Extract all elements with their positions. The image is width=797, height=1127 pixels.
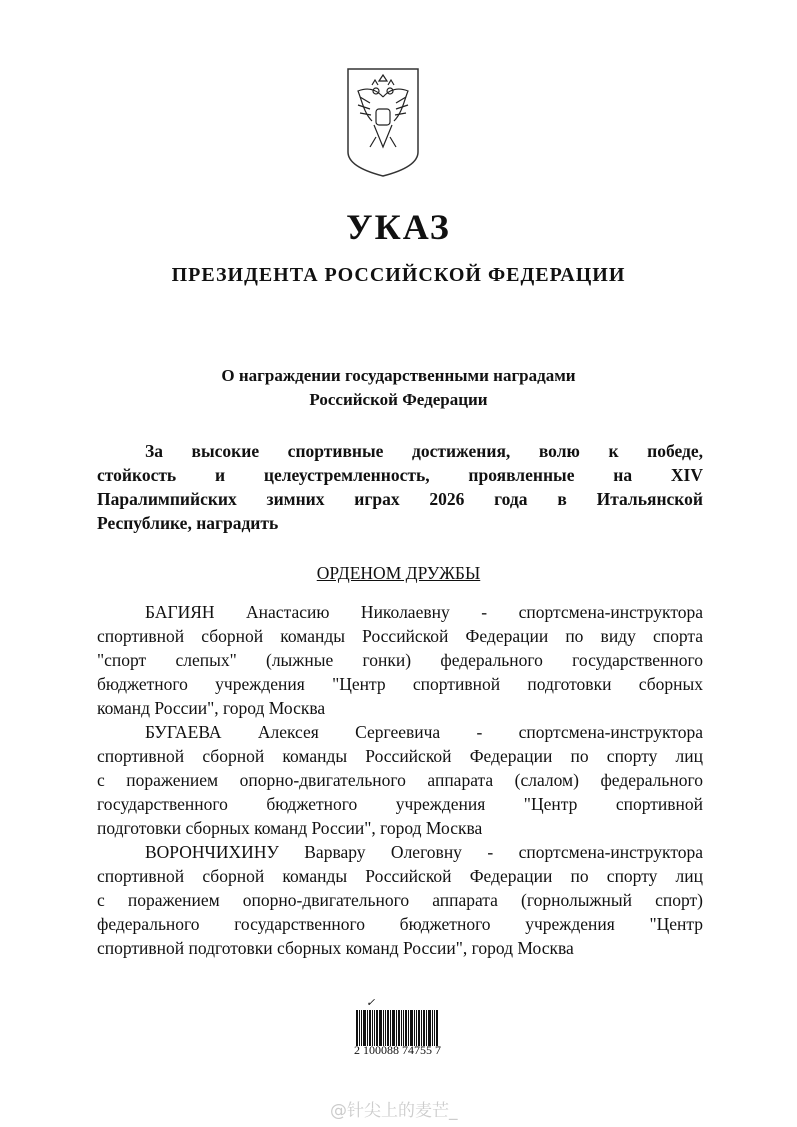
barcode-bar	[392, 1010, 395, 1046]
barcode-bar	[387, 1010, 389, 1046]
awardee-line: федерального государственного бюджетного учреждения "Центр	[97, 914, 703, 934]
barcode	[356, 1010, 462, 1046]
barcode-bar	[376, 1010, 378, 1046]
awardee-entry	[97, 600, 703, 720]
awardee-line: БУГАЕВА Алексея Сергеевича - спортсмена-инструктора	[145, 722, 703, 742]
barcode-bar	[434, 1010, 435, 1046]
awardee-line: спортивной сборной команды Российской Федерации по виду спорта	[97, 626, 703, 646]
barcode-bar	[410, 1010, 413, 1046]
document-subtitle: ПРЕЗИДЕНТА РОССИЙСКОЙ ФЕДЕРАЦИИ	[171, 264, 626, 286]
barcode-bar	[369, 1010, 371, 1046]
initials-mark: ✓	[366, 997, 376, 1009]
awardee-line: с поражением опорно-двигательного аппарата (слалом) федерального	[97, 770, 703, 790]
preamble-line: Паралимпийских зимних играх 2026 года в Итальянской	[97, 489, 703, 509]
barcode-bar	[416, 1010, 417, 1046]
document-title: УКАЗ	[346, 207, 451, 247]
barcode-bar	[363, 1010, 366, 1046]
barcode-bar	[383, 1010, 384, 1046]
awardee-line: спортивной подготовки сборных команд России", город Москва	[97, 938, 574, 958]
preamble	[97, 439, 703, 535]
awardee-list	[97, 600, 703, 960]
awardee-entry	[97, 720, 703, 840]
awardee-line: государственного бюджетного учреждения "Центр спортивной	[97, 794, 703, 814]
barcode-bar	[418, 1010, 420, 1046]
order-title: ОРДЕНОМ ДРУЖБЫ	[316, 563, 481, 583]
awardee-line: "спорт слепых" (лыжные гонки) федерального государственного	[97, 650, 703, 670]
barcode-bar	[426, 1010, 427, 1046]
barcode-bar	[396, 1010, 397, 1046]
awardee-line: ВОРОНЧИХИНУ Варвару Олеговну - спортсмена-инструктора	[145, 842, 703, 862]
barcode-bar	[432, 1010, 433, 1046]
watermark: @针尖上的麦芒_	[330, 1101, 458, 1121]
barcode-bar	[367, 1010, 368, 1046]
barcode-bar	[359, 1010, 360, 1046]
preamble-line: стойкость и целеустремленность, проявленные на XIV	[97, 465, 703, 485]
barcode-bar	[390, 1010, 391, 1046]
barcode-bar	[421, 1010, 422, 1046]
awardee-line: спортивной сборной команды Российской Федерации по спорту лиц	[97, 866, 703, 886]
awardee-line: команд России", город Москва	[97, 698, 326, 718]
barcode-bar	[408, 1010, 409, 1046]
barcode-bar	[372, 1010, 373, 1046]
document-subject	[0, 364, 797, 412]
subject-line: О награждении государственными наградами	[221, 366, 576, 385]
barcode-bar	[405, 1010, 407, 1046]
awardee-line: бюджетного учреждения "Центр спортивной подготовки сборных	[97, 674, 703, 694]
barcode-bar	[398, 1010, 400, 1046]
barcode-bar	[436, 1010, 438, 1046]
barcode-bar	[401, 1010, 402, 1046]
awardee-line: с поражением опорно-двигательного аппарата (горнолыжный спорт)	[97, 890, 703, 910]
barcode-bar	[374, 1010, 375, 1046]
awardee-line: спортивной сборной команды Российской Федерации по спорту лиц	[97, 746, 703, 766]
barcode-bar	[385, 1010, 386, 1046]
awardee-line: подготовки сборных команд России", город Москва	[97, 818, 483, 838]
preamble-line: Республике, наградить	[97, 513, 279, 533]
barcode-bar	[356, 1010, 358, 1046]
awardee-entry	[97, 840, 703, 960]
awardee-line: БАГИЯН Анастасию Николаевну - спортсмена-инструктора	[145, 602, 703, 622]
barcode-bar	[379, 1010, 382, 1046]
barcode-bar	[361, 1010, 362, 1046]
coat-of-arms-emblem	[346, 67, 420, 178]
barcode-bar	[414, 1010, 415, 1046]
preamble-line: За высокие спортивные достижения, волю к победе,	[145, 441, 703, 461]
barcode-bar	[423, 1010, 425, 1046]
barcode-bar	[428, 1010, 431, 1046]
subject-line: Российской Федерации	[309, 390, 488, 409]
barcode-number: 2 100088 74755 7	[354, 1043, 441, 1057]
barcode-bar	[403, 1010, 404, 1046]
